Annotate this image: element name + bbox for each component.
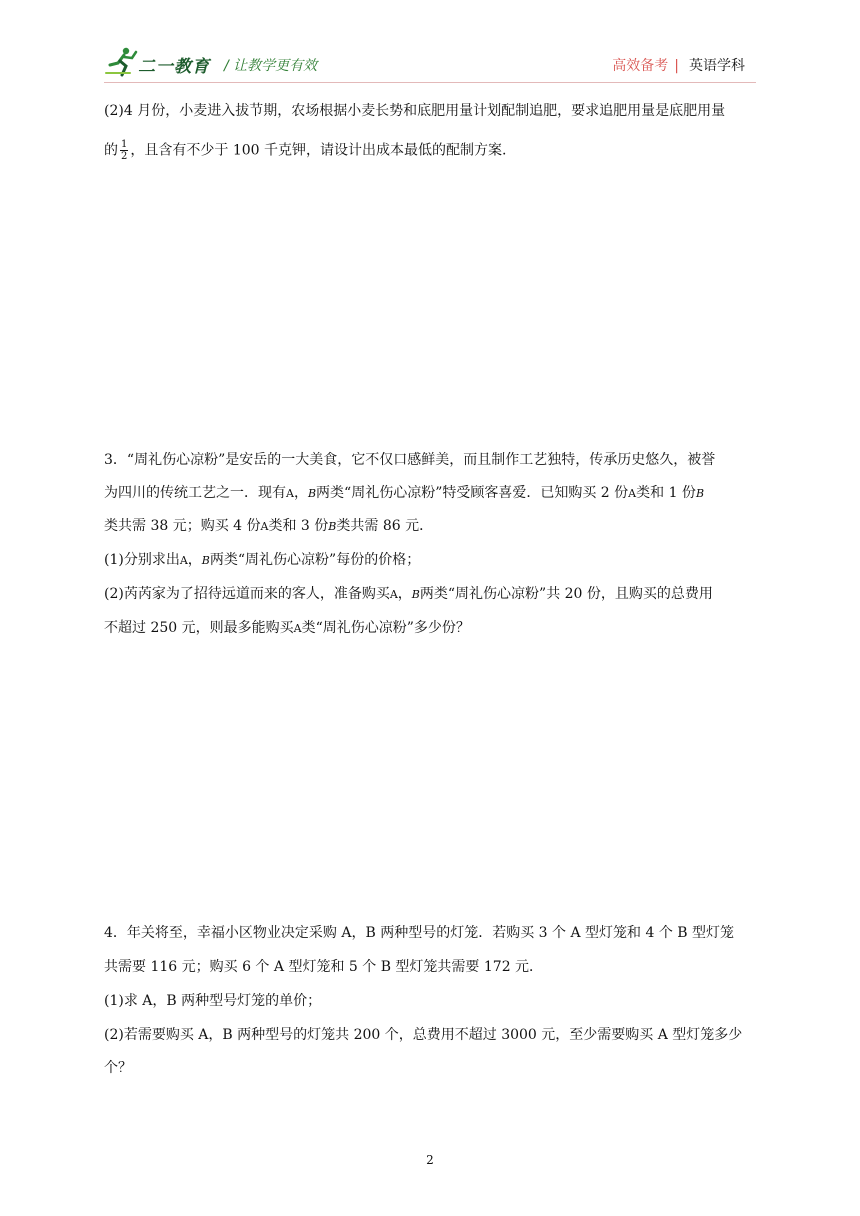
fraction-one-half: $\frac{1}{2}$ <box>121 139 128 162</box>
logo-text: 二一教育 <box>138 57 210 77</box>
header-separator: | <box>674 58 679 74</box>
page-header <box>0 0 860 90</box>
q3-part1: (1)分别求出A，B两类“周礼伤心凉粉”每份的价格； <box>104 552 421 568</box>
page-number: 2 <box>426 1153 434 1167</box>
q4-part1: (1)求 A，B 两种型号灯笼的单价； <box>104 993 322 1009</box>
header-subject <box>612 55 745 75</box>
slogan: / 让教学更有效 <box>224 58 318 74</box>
q4-part2-line2: 个？ <box>104 1060 132 1076</box>
header-subject-name: 英语学科 <box>689 58 745 74</box>
q3-part2-line2: 不超过 250 元，则最多能购买A类“周礼伤心凉粉”多少份？ <box>104 620 470 636</box>
header-tagline: 高效备考 <box>612 58 669 74</box>
q3-line2: 为四川的传统工艺之一．现有A，B两类“周礼伤心凉粉”特受顾客喜爱．已知购买 2 份A类和 1 份B <box>104 485 705 501</box>
q3-line1: 3．“周礼伤心凉粉”是安岳的一大美食，它不仅口感鲜美，而且制作工艺独特，传承历史悠久，被誉 <box>104 452 716 468</box>
q4-part2-line1: (2)若需要购买 A，B 两种型号的灯笼共 200 个，总费用不超过 3000 元，至少需要购买 A 型灯笼多少 <box>104 1027 743 1043</box>
logo <box>104 46 224 82</box>
q2-part2-line1: (2)4 月份，小麦进入拔节期，农场根据小麦长势和底肥用量计划配制追肥，要求追肥用量是底肥用量 <box>104 103 726 119</box>
q3-part2-line1: (2)芮芮家为了招待远道而来的客人，准备购买A，B两类“周礼伤心凉粉”共 20 份，且购买的总费用 <box>104 586 713 602</box>
header-divider <box>104 82 756 83</box>
q4-line2: 共需要 116 元；购买 6 个 A 型灯笼和 5 个 B 型灯笼共需要 172 元． <box>104 959 544 975</box>
q2-part2-line2: 的 $\frac{1}{2}$ ，且含有不少于 100 千克钾，请设计出成本最低的配制方案. <box>104 139 507 162</box>
q4-line1: 4．年关将至，幸福小区物业决定采购 A，B 两种型号的灯笼．若购买 3 个 A 型灯笼和 4 个 B 型灯笼 <box>104 925 735 941</box>
runner-logo-icon <box>104 46 140 78</box>
q3-line3: 类共需 38 元；购买 4 份A类和 3 份B类共需 86 元． <box>104 518 434 534</box>
